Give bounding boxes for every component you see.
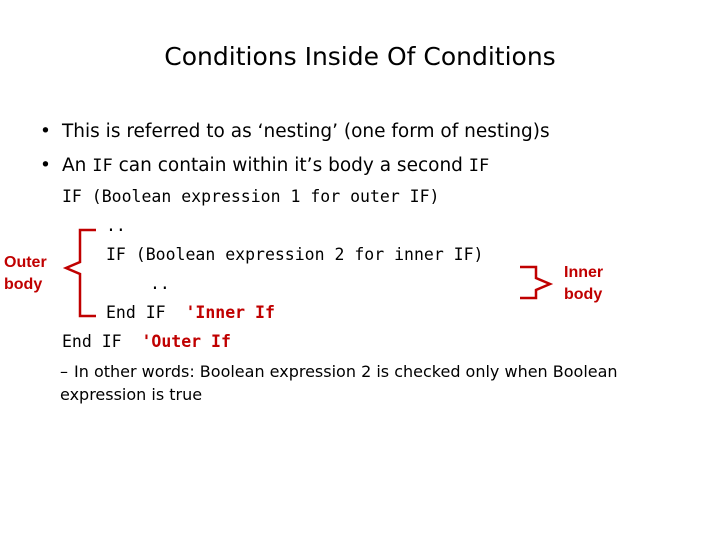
outer-body-label — [4, 252, 47, 296]
inner-label-line2: body — [564, 286, 603, 303]
inner-label-line1: Inner — [564, 264, 604, 281]
bullet-text-mid: can contain within it’s body a second — [112, 155, 469, 176]
bullet-code-if: IF — [92, 156, 113, 176]
slide-title: Conditions Inside Of Conditions — [164, 42, 556, 71]
bullet-dot: • — [40, 121, 51, 142]
outer-body-brace — [66, 230, 96, 316]
bullet-code-if-second: IF — [468, 156, 490, 176]
bullet-text: This is referred to as ‘nesting’ (one form of nesting)s — [62, 121, 550, 142]
code-line-dots-1: .. — [106, 216, 126, 235]
bullet-text-pre: An — [62, 155, 93, 176]
outer-label-line1: Outer — [4, 254, 47, 271]
outer-label-line2: body — [4, 276, 43, 293]
inner-body-label — [564, 262, 603, 306]
code-line-inner-if: IF (Boolean expression 2 for inner IF) — [106, 245, 484, 264]
code-comment-outer: 'Outer If — [141, 332, 231, 351]
code-line-outer-if: IF (Boolean expression 1 for outer IF) — [62, 187, 440, 206]
sub-bullet-dash: – — [60, 362, 68, 381]
code-end-if: End IF — [62, 332, 142, 351]
code-end-if: End IF — [106, 303, 186, 322]
code-comment-inner: 'Inner If — [185, 303, 275, 322]
bullet-dot: • — [40, 155, 51, 176]
sub-bullet-text: In other words: Boolean expression 2 is checked only when Boolean expression is true — [60, 362, 618, 404]
sub-bullet — [60, 360, 660, 406]
inner-body-brace — [520, 267, 550, 298]
code-line-dots-2: .. — [150, 274, 170, 293]
